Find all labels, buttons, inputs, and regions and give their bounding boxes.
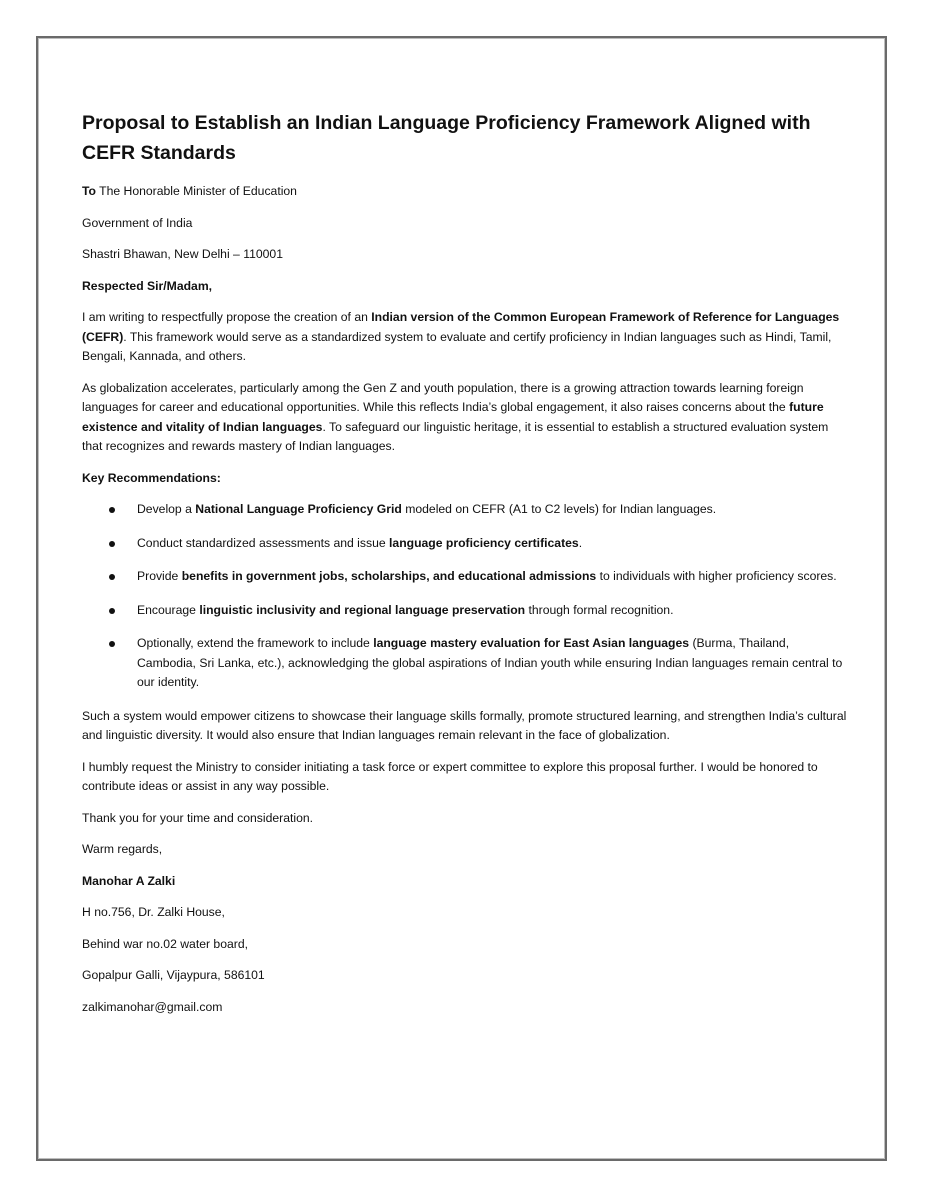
recipient-address: Shastri Bhawan, New Delhi – 110001 <box>82 247 283 261</box>
bullet-icon <box>109 507 115 513</box>
paragraph-bold: Indian version of the Common European Framework of Reference for Languages (CEFR) <box>82 310 840 344</box>
recipient-org: Government of India <box>82 215 193 230</box>
document-title: Proposal to Establish an Indian Language Proficiency Framework Aligned with CEFR Standards <box>82 112 811 164</box>
signatory-address-line-3: Gopalpur Galli, Vijaypura, 586101 <box>82 968 265 982</box>
item-bold: benefits in government jobs, scholarships, and educational admissions <box>181 569 597 583</box>
bullet-icon <box>109 641 115 647</box>
item-text: Encourage <box>137 602 200 617</box>
item-text: to individuals with higher proficiency scores. <box>596 569 837 583</box>
list-item <box>82 601 847 621</box>
paragraph-request: I humbly request the Ministry to consider initiating a task force or expert committee to explore this proposal further. I would be honored to contribute ideas or assist in any way possible. <box>82 759 818 793</box>
item-text: . <box>578 535 583 550</box>
bullet-icon <box>109 608 115 614</box>
signatory-address-line-1: H no.756, Dr. Zalki House, <box>82 905 225 919</box>
thanks-line: Thank you for your time and consideration. <box>82 810 314 825</box>
list-item <box>82 534 847 554</box>
item-bold: language mastery evaluation for East Asian languages <box>373 636 690 650</box>
paragraph-globalization <box>82 379 847 457</box>
paragraph-empower: Such a system would empower citizens to showcase their language skills formally, promote structured learning, and strengthen India’s cultural and linguistic diversity. It would also ensure that Indian languages remain relevant in the face of globalization. <box>82 708 847 742</box>
salutation: Respected Sir/Madam, <box>82 278 213 293</box>
item-text: through formal recognition. <box>525 602 674 617</box>
paragraph-text: I am writing to respectfully propose the creation of an <box>82 310 372 324</box>
signatory-name: Manohar A Zalki <box>82 873 176 888</box>
list-item <box>82 500 847 520</box>
item-text: Develop a <box>137 502 196 516</box>
list-item <box>82 567 847 587</box>
letter-body <box>82 108 847 1029</box>
recipient-line <box>82 182 847 202</box>
item-text: Conduct standardized assessments and issue <box>137 535 390 550</box>
paragraph-text: . This framework would serve as a standardized system to evaluate and certify proficiency in Indian languages such as Hindi, Tamil, Bengali, Kannada, and others. <box>82 329 832 363</box>
item-text: Optionally, extend the framework to include <box>137 636 374 650</box>
recommendations-list <box>82 500 847 693</box>
list-item <box>82 634 847 693</box>
paragraph-text: . To safeguard our linguistic heritage, it is essential to establish a structured evaluation system that recognizes and rewards mastery of Indian languages. <box>82 419 829 453</box>
paragraph-intro <box>82 308 847 367</box>
to-label: To <box>82 184 96 198</box>
item-text: (Burma, Thailand, Cambodia, Sri Lanka, etc.), acknowledging the global aspirations of Indian youth while ensuring Indian languages remain central to our identity. <box>137 636 843 689</box>
item-bold: linguistic inclusivity and regional language preservation <box>199 602 526 617</box>
signatory-email: zalkimanohar@gmail.com <box>82 999 223 1014</box>
item-bold: language proficiency certificates <box>389 535 579 550</box>
paragraph-text: As globalization accelerates, particularly among the Gen Z and youth population, there is a growing attraction towards learning foreign languages for career and educational opportunities. While this reflects India’s global engagement, it also raises concerns about the <box>82 380 804 414</box>
bullet-icon <box>109 574 115 580</box>
signatory-address-line-2: Behind war no.02 water board, <box>82 936 248 951</box>
recipient-text: The Honorable Minister of Education <box>95 184 297 198</box>
item-text: Provide <box>137 569 182 583</box>
paragraph-bold: future existence and vitality of Indian languages <box>82 400 824 434</box>
closing-line: Warm regards, <box>82 842 163 856</box>
item-bold: National Language Proficiency Grid <box>195 502 402 516</box>
bullet-icon <box>109 541 115 547</box>
item-text: modeled on CEFR (A1 to C2 levels) for Indian languages. <box>401 502 717 516</box>
key-recommendations-heading: Key Recommendations: <box>82 470 221 485</box>
